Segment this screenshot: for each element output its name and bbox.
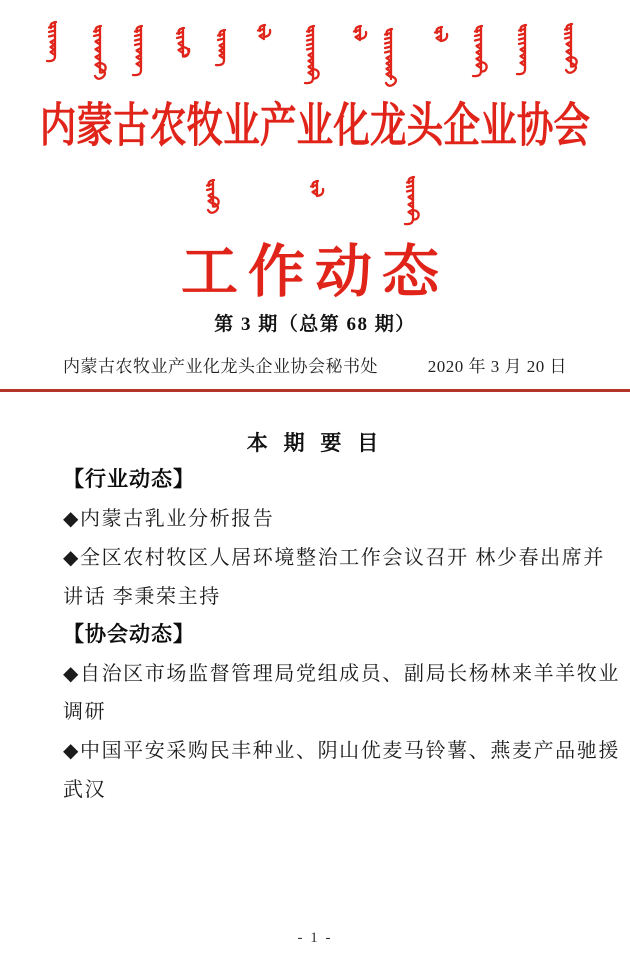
toc-item: ◆中国平安采购民丰种业、阴山优麦马铃薯、燕麦产品驰援 — [63, 739, 620, 762]
mongolian-script-top-icon — [0, 6, 630, 98]
org-title — [0, 88, 630, 152]
mongolian-glyph — [405, 177, 419, 224]
mongolian-glyph — [94, 26, 106, 79]
issue-number: 第 3 期（总第 68 期） — [214, 314, 416, 335]
toc-item: ◆内蒙古乳业分析报告 — [63, 508, 275, 531]
mongolian-script-mid-icon — [0, 172, 630, 234]
contents-list — [63, 459, 620, 806]
toc-item-continuation: 讲话 李秉荣主持 — [63, 585, 221, 608]
toc-section-heading: 【行业动态】 — [63, 468, 195, 492]
mongolian-glyph — [517, 25, 526, 74]
mongolian-glyph — [565, 24, 577, 73]
mongolian-glyph — [133, 26, 142, 75]
mongolian-glyph — [207, 180, 219, 213]
mongolian-glyph — [258, 25, 270, 39]
org-title-text: 内蒙古农牧业产业化龙头企业协会 — [39, 98, 591, 152]
mongolian-glyph — [385, 29, 396, 86]
page-number: - 1 - — [297, 930, 333, 946]
toc-item: ◆全区农村牧区人居环境整治工作会议召开 林少春出席并 — [63, 546, 605, 569]
mongolian-glyph — [473, 26, 487, 76]
publisher-name: 内蒙古农牧业产业化龙头企业协会秘书处 — [63, 357, 378, 376]
toc-item-continuation: 武汉 — [63, 778, 107, 801]
toc-item: ◆自治区市场监督管理局党组成员、副局长杨林来羊羊牧业 — [63, 662, 620, 685]
toc-section-heading: 【协会动态】 — [63, 622, 195, 646]
publisher-row — [63, 352, 567, 377]
contents-heading: 本 期 要 目 — [246, 432, 384, 455]
mongolian-glyph — [305, 26, 319, 83]
mongolian-glyph — [311, 181, 323, 196]
red-divider — [0, 389, 630, 392]
mongolian-glyph — [47, 22, 56, 61]
publish-date: 2020 年 3 月 20 日 — [427, 357, 567, 376]
mongolian-glyph — [354, 26, 366, 40]
mongolian-glyph — [435, 27, 447, 41]
bulletin-title: 工作动态 — [181, 241, 449, 304]
mongolian-glyph — [177, 28, 189, 57]
toc-item-continuation: 调研 — [63, 701, 107, 724]
mongolian-glyph — [216, 30, 225, 65]
